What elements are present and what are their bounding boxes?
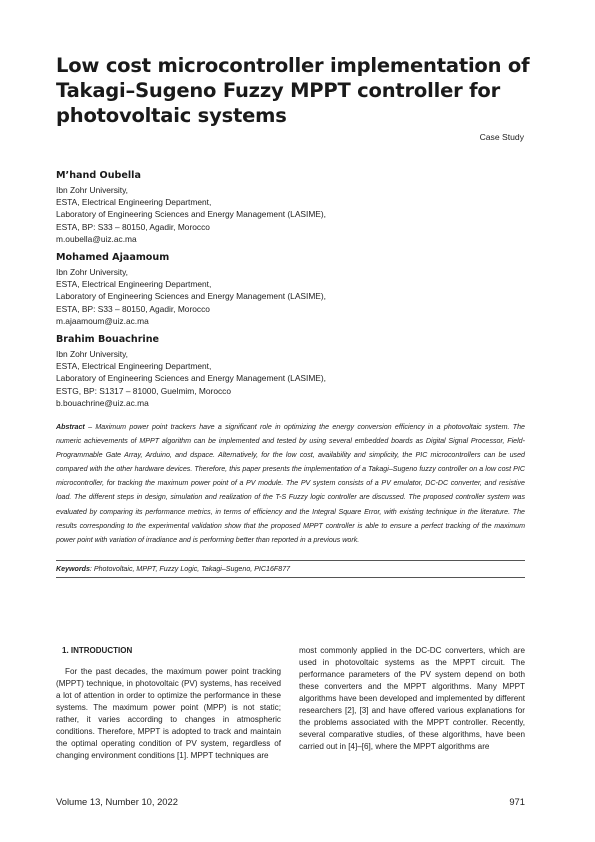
keywords-text: : Photovoltaic, MPPT, Fuzzy Logic, Takagi–Sugeno, PIC16F877 [89,565,291,573]
author-name: Mohamed Ajaamoum [56,252,170,264]
affiliation-line: Ibn Zohr University, [56,185,128,195]
author-email: m.ajaamoum@uiz.ac.ma [56,315,149,326]
abstract [56,420,525,547]
body-paragraph: most commonly applied in the DC-DC converters, which are used in photovoltaic systems as the MPPT circuit. The performance parameters of the PV system depend on both these converters and the MPPT algorithms. Many MPPT algorithms have been developed and implemented by different researchers [2], [3] and have offered various explanations for the problems associated with the MPPT controller. Recently, several comparative studies, of these algorithms, have been carried out in [4]–[6], where the MPPT algorithms are [299,646,525,751]
affiliation-line: Laboratory of Engineering Sciences and Energy Management (LASIME), [56,373,327,384]
author-name: Brahim Bouachrine [56,334,160,346]
keywords-top-rule [56,560,525,561]
title-line: photovoltaic systems [56,104,287,127]
author-block [56,251,536,327]
author-email: b.bouachrine@uiz.ac.ma [56,397,149,408]
abstract-text: – Maximum power point trackers have a significant role in optimizing the energy conversion efficiency in a photovoltaic system. The numeric achievements of MPPT algorithm can be implemented and tested by using several embedded boards as Digital Signal Processor, Field-Programmable Gate Array, Arduino, and dspace. Alternatively, for the low cost, availability and simplicity, the PIC microcontrollers can be used compared with the other hardware devices. Therefore, this paper presents the implementation of a Takagi–Sugeno fuzzy controller on a low cost PIC microcontroller, for tracking the maximum power point of a PV module. The PV system consists of a PV emulator, DC-DC converter, and resistive load. The different steps in design, simulation and realization of the T-S Fuzzy logic controller are discussed. The proposed controller system was evaluated by comparing its performance metrics, in terms of efficiency and the Integral Square Error, with existing technique in the literature. The results corresponding to the experimental validation show that the proposed MPPT controller is able to ensure a perfect tracking of the maximum power point with variation of irradiance and is performing better than reported in a previous work. [56,423,525,544]
author-block [56,169,536,245]
title-line: Low cost microcontroller implementation of [56,54,530,77]
keywords-bottom-rule [56,577,525,578]
affiliation-line: Ibn Zohr University, [56,267,128,278]
affiliation-line: ESTA, Electrical Engineering Department, [56,197,212,208]
author-name: M’hand Oubella [56,170,141,181]
author-block [56,333,536,409]
affiliation-line: Ibn Zohr University, [56,349,128,360]
affiliation-line: ESTA, Electrical Engineering Department, [56,279,212,290]
body-paragraph: For the past decades, the maximum power point tracking (MPPT) technique, in photovoltaic (PV) systems, has received a lot of attention in order to optimize the performance in these systems. The maximum power point (MPP) is not static; rather, it varies according to changes in atmospheric conditions. Therefore, MPPT is adopted to track and maintain the optimal operating condition of PV system, regardless of changing environment conditions [1]. MPPT techniques are [56,667,281,760]
affiliation-line: ESTA, Electrical Engineering Department, [56,361,212,372]
keywords [56,565,525,573]
article-type-label: Case Study [479,132,524,142]
affiliation-line: ESTA, BP: S33 – 80150, Agadir, Morocco [56,221,210,232]
abstract-label: Abstract [56,423,85,431]
affiliation-line: Laboratory of Engineering Sciences and Energy Management (LASIME), [56,291,327,302]
paper-title [56,53,536,128]
section-heading: 1. INTRODUCTION [62,646,133,655]
affiliation-line: ESTA, BP: S33 – 80150, Agadir, Morocco [56,303,210,314]
author-email: m.oubella@uiz.ac.ma [56,233,137,244]
body-column-left [56,645,281,762]
affiliation-line: Laboratory of Engineering Sciences and Energy Management (LASIME), [56,209,327,220]
affiliation-line: ESTG, BP: S1317 – 81000, Guelmim, Morocco [56,385,232,396]
page-number: 971 [509,796,525,807]
title-line: Takagi–Sugeno Fuzzy MPPT controller for [56,79,501,102]
keywords-label: Keywords [56,565,90,573]
footer-journal-info: Volume 13, Number 10, 2022 [56,796,178,807]
body-column-right [299,645,525,753]
author-list [56,169,536,415]
